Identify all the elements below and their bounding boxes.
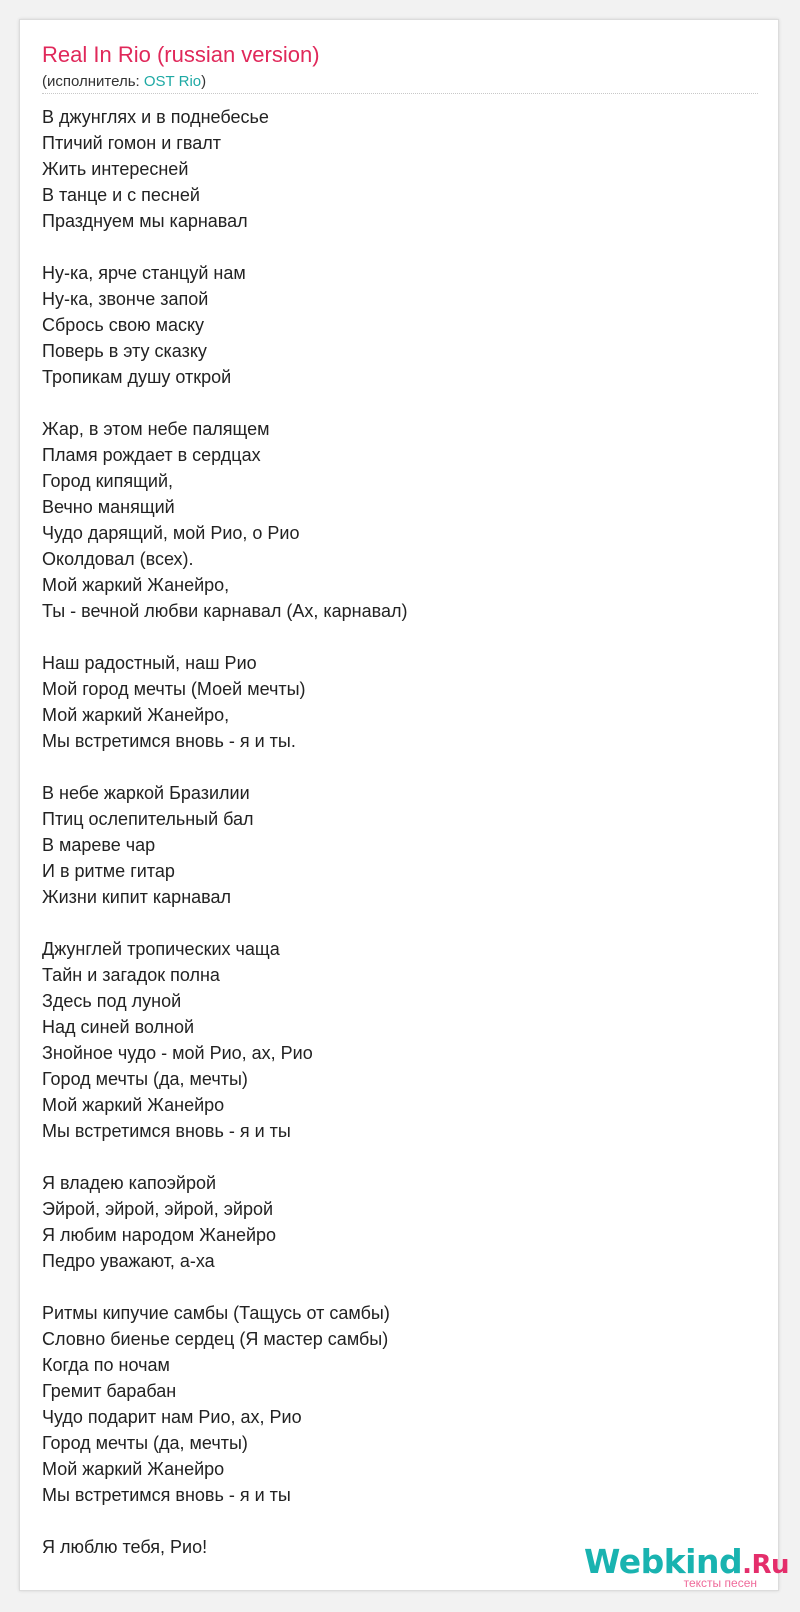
lyric-line: Мой жаркий Жанейро bbox=[42, 1459, 225, 1479]
lyric-line: Птиц ослепительный бал bbox=[42, 809, 254, 829]
lyrics-stanza bbox=[42, 260, 742, 390]
lyric-line: В небе жаркой Бразилии bbox=[42, 783, 250, 803]
lyric-line: Ты - вечной любви карнавал (Ах, карнавал) bbox=[42, 601, 408, 621]
lyric-line: Жизни кипит карнавал bbox=[42, 887, 232, 907]
lyric-line: Чудо дарящий, мой Рио, о Рио bbox=[42, 523, 300, 543]
lyric-line: Празднуем мы карнавал bbox=[42, 211, 248, 231]
lyrics-stanza bbox=[42, 416, 742, 624]
lyric-line: Город мечты (да, мечты) bbox=[42, 1433, 248, 1453]
lyric-line: Я владею капоэйрой bbox=[42, 1173, 217, 1193]
lyric-line: Знойное чудо - мой Рио, ах, Рио bbox=[42, 1043, 313, 1063]
title-divider bbox=[42, 93, 758, 94]
lyric-line: Мы встретимся вновь - я и ты. bbox=[42, 731, 296, 751]
lyric-line: Мы встретимся вновь - я и ты bbox=[42, 1485, 291, 1505]
lyrics-body bbox=[42, 104, 742, 1586]
lyric-line: Я люблю тебя, Рио! bbox=[42, 1537, 208, 1557]
lyric-line: Птичий гомон и гвалт bbox=[42, 133, 221, 153]
artist-prefix: (исполнитель: bbox=[42, 73, 144, 90]
lyric-line: Пламя рождает в сердцах bbox=[42, 445, 261, 465]
lyric-line: Жар, в этом небе палящем bbox=[42, 419, 270, 439]
lyric-line: Я любим народом Жанейро bbox=[42, 1225, 277, 1245]
logo-main-text: Webkind bbox=[584, 1542, 743, 1581]
lyric-line: Город кипящий, bbox=[42, 471, 174, 491]
lyric-line: Словно биенье сердец (Я мастер самбы) bbox=[42, 1329, 389, 1349]
artist-line bbox=[42, 73, 206, 90]
lyric-line: Мой жаркий Жанейро, bbox=[42, 575, 230, 595]
lyrics-stanza bbox=[42, 1300, 742, 1508]
lyric-line: Мой жаркий Жанейро, bbox=[42, 705, 230, 725]
lyric-line: Тайн и загадок полна bbox=[42, 965, 220, 985]
lyric-line: В танце и с песней bbox=[42, 185, 200, 205]
lyric-line: Здесь под луной bbox=[42, 991, 182, 1011]
lyric-line: Когда по ночам bbox=[42, 1355, 170, 1375]
lyric-line: Мы встретимся вновь - я и ты bbox=[42, 1121, 291, 1141]
lyric-line: Педро уважают, а-ха bbox=[42, 1251, 215, 1271]
lyric-line: Тропикам душу открой bbox=[42, 367, 232, 387]
lyric-line: В мареве чар bbox=[42, 835, 156, 855]
lyric-line: Жить интересней bbox=[42, 159, 189, 179]
lyric-line: Мой город мечты (Моей мечты) bbox=[42, 679, 306, 699]
lyrics-stanza bbox=[42, 1170, 742, 1274]
lyric-line: Гремит барабан bbox=[42, 1381, 177, 1401]
lyric-line: Мой жаркий Жанейро bbox=[42, 1095, 225, 1115]
artist-suffix: ) bbox=[201, 73, 207, 90]
lyric-line: И в ритме гитар bbox=[42, 861, 175, 881]
lyric-line: Город мечты (да, мечты) bbox=[42, 1069, 248, 1089]
lyric-line: В джунглях и в поднебесье bbox=[42, 107, 269, 127]
logo-tld-text: .Ru bbox=[742, 1550, 790, 1580]
lyrics-stanza bbox=[42, 104, 742, 234]
lyric-line: Над синей волной bbox=[42, 1017, 195, 1037]
lyric-line: Эйрой, эйрой, эйрой, эйрой bbox=[42, 1199, 274, 1219]
lyric-line: Ну-ка, ярче станцуй нам bbox=[42, 263, 246, 283]
lyric-line: Чудо подарит нам Рио, ах, Рио bbox=[42, 1407, 302, 1427]
lyric-line: Наш радостный, наш Рио bbox=[42, 653, 257, 673]
lyric-line: Джунглей тропических чаща bbox=[42, 939, 280, 959]
song-title: Real In Rio (russian version) bbox=[42, 42, 320, 67]
logo-tagline: тексты песен bbox=[683, 1576, 757, 1590]
lyric-line: Ритмы кипучие самбы (Тащусь от самбы) bbox=[42, 1303, 390, 1323]
lyric-line: Поверь в эту сказку bbox=[42, 341, 207, 361]
lyrics-stanza bbox=[42, 936, 742, 1144]
lyric-line: Вечно манящий bbox=[42, 497, 175, 517]
lyric-line: Сбрось свою маску bbox=[42, 315, 205, 335]
lyric-line: Околдовал (всех). bbox=[42, 549, 194, 569]
webkind-logo[interactable] bbox=[584, 1542, 790, 1593]
lyric-line: Ну-ка, звонче запой bbox=[42, 289, 209, 309]
lyrics-stanza bbox=[42, 780, 742, 910]
artist-link[interactable]: OST Rio bbox=[143, 73, 202, 90]
lyrics-stanza bbox=[42, 650, 742, 754]
